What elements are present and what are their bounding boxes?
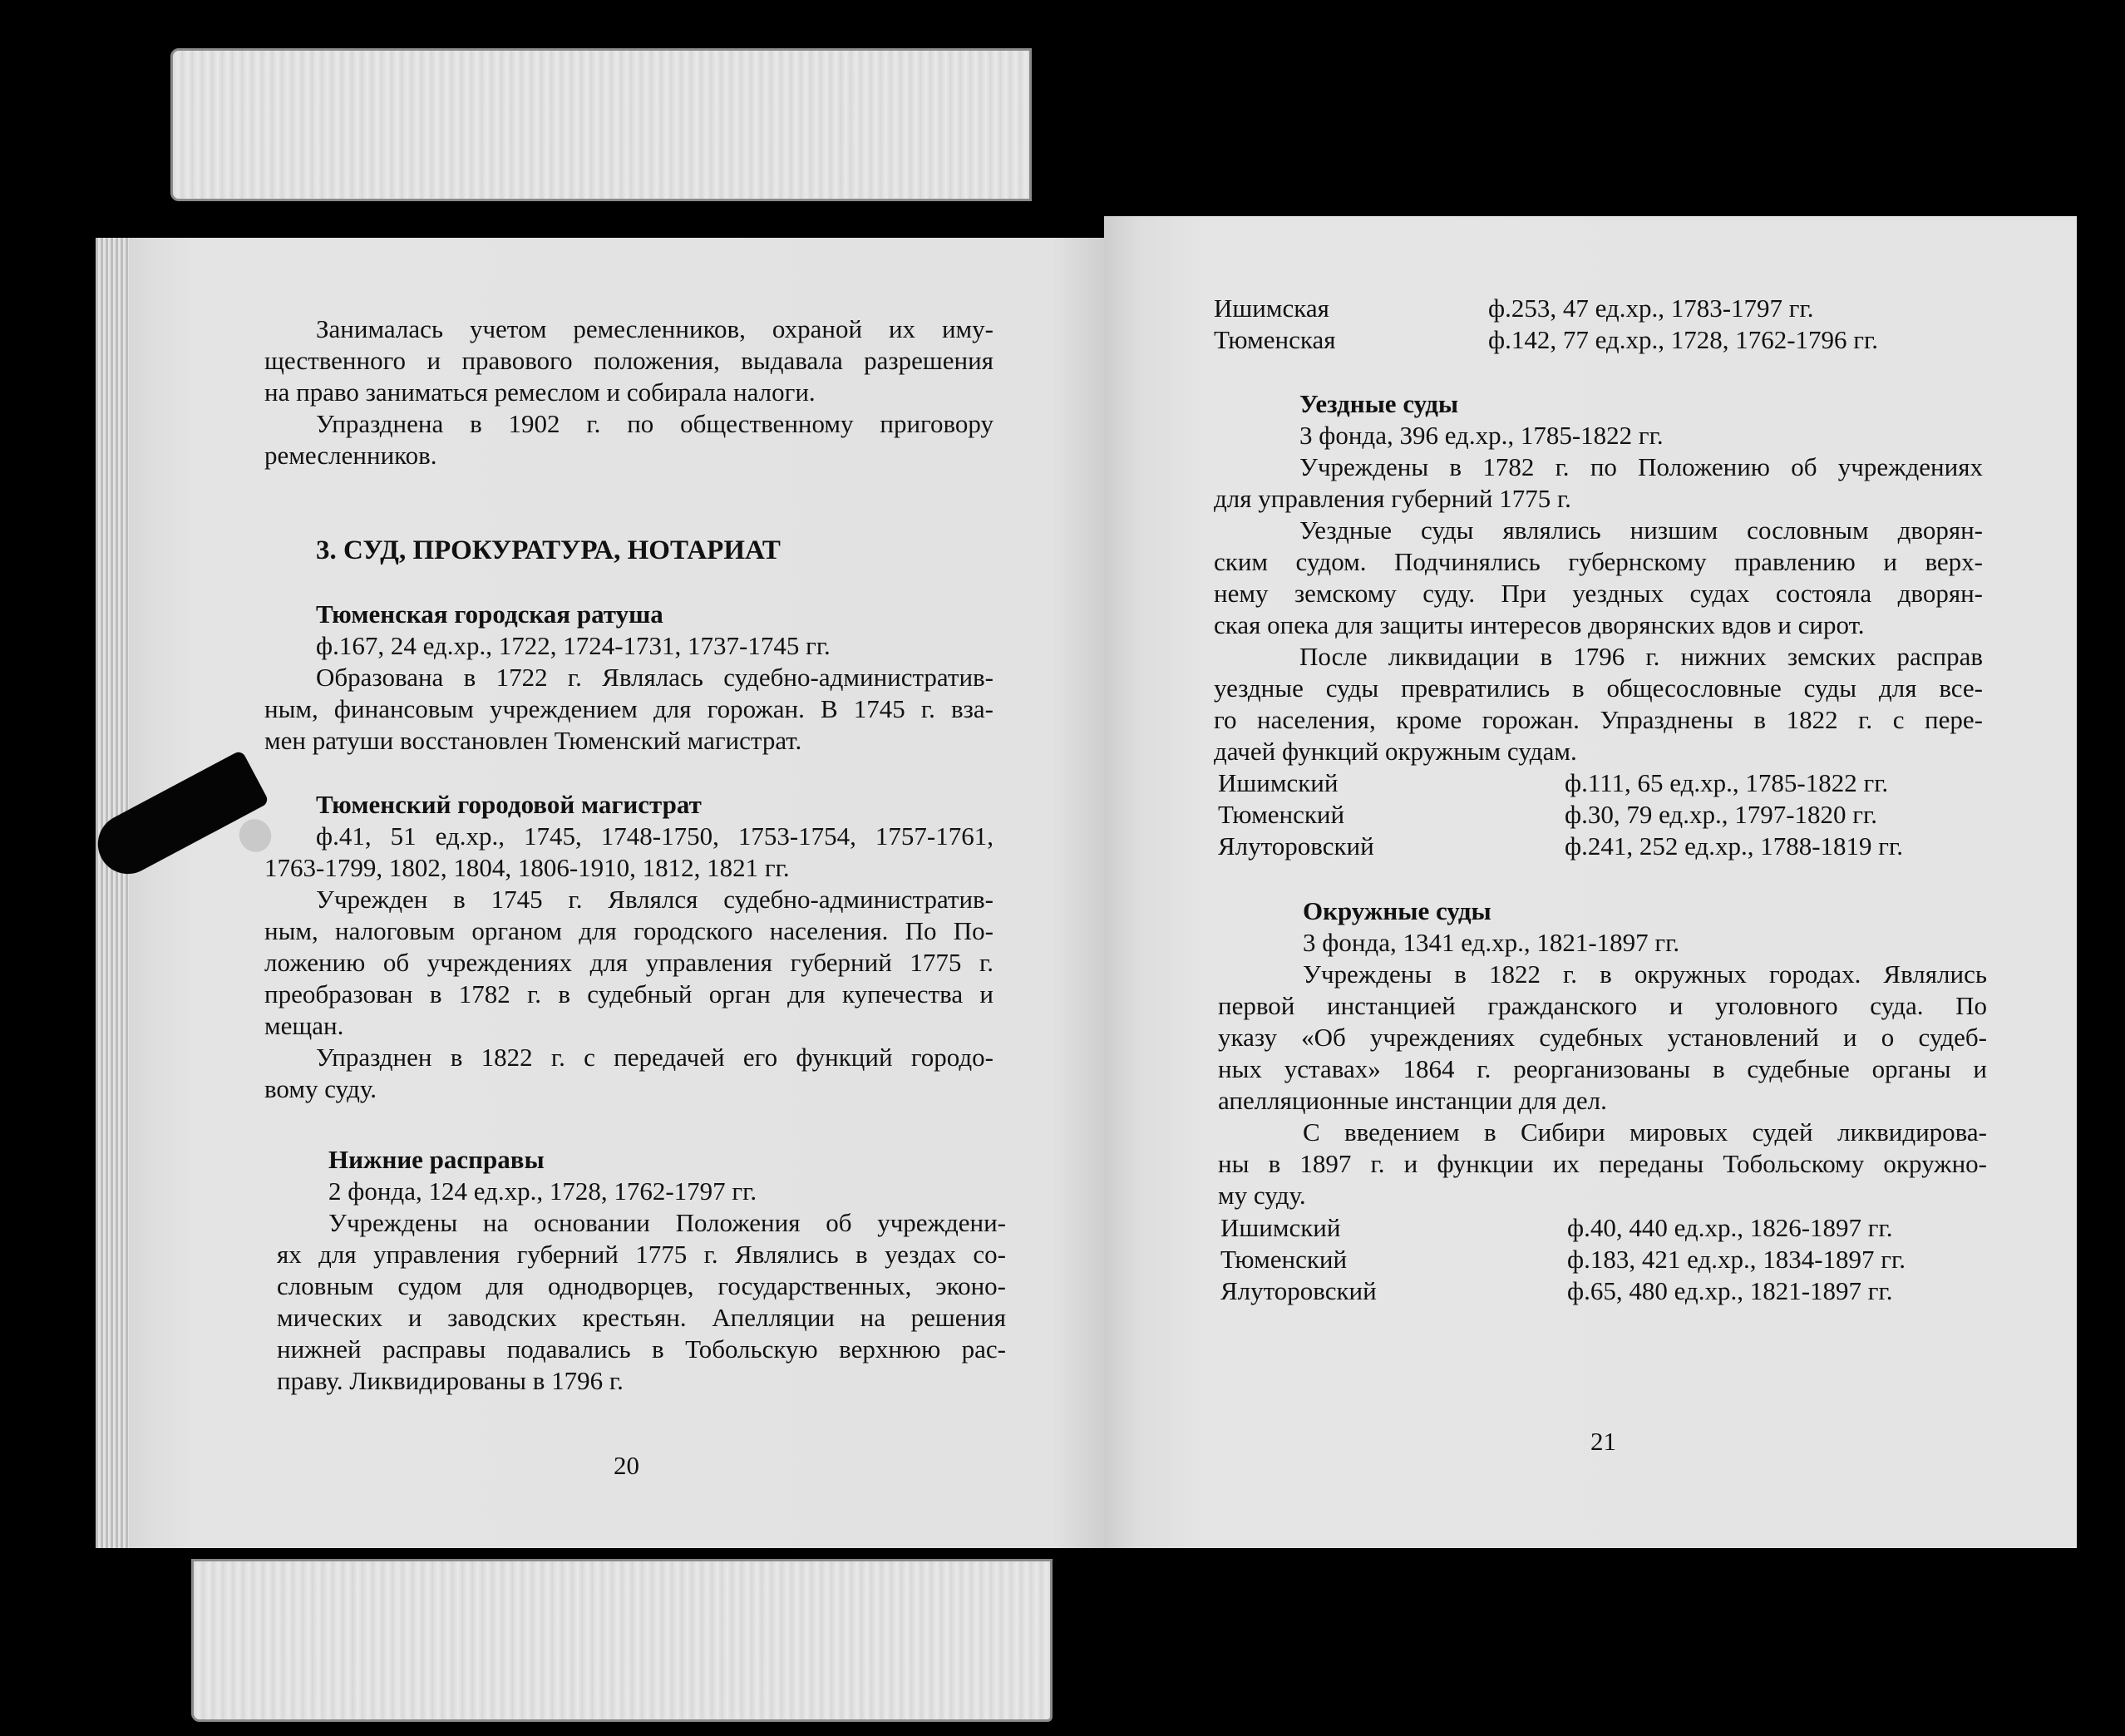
uezdnye-line-7: После ликвидации в 1796 г. нижних земских расправ [1299, 642, 1983, 671]
okruzhnye-line-6: С введением в Сибири мировых судей ликвидирова- [1303, 1117, 1987, 1147]
raspravy-line-1: Учреждены на основании Положения об учреждени- [328, 1208, 1006, 1237]
okruzhnye-line-5: апелляционные инстанции для дел. [1218, 1086, 1607, 1115]
ratusha-line-1: Образована в 1722 г. Являлась судебно-административ- [316, 663, 993, 692]
uezdnye-line-4: ским судом. Подчинялись губернскому правлению и верх- [1214, 547, 1983, 576]
right-page [1104, 216, 2077, 1548]
uezdnye-row-2-fond: ф.30, 79 ед.хр., 1797-1820 гг. [1565, 800, 1877, 829]
raspravy-line-6: праву. Ликвидированы в 1796 г. [277, 1366, 624, 1395]
raspravy-line-4: мических и заводских крестьян. Апелляции на решения [277, 1303, 1006, 1332]
uezdnye-row-1-fond: ф.111, 65 ед.хр., 1785-1822 гг. [1565, 768, 1889, 797]
uezdnye-row-3-fond: ф.241, 252 ед.хр., 1788-1819 гг. [1565, 831, 1903, 861]
okruzhnye-line-4: ных уставах» 1864 г. реорганизованы в судебные органы и [1218, 1054, 1987, 1083]
uezdnye-line-3: Уездные суды являлись низшим сословным дворян- [1299, 515, 1983, 545]
okruzhnye-row-1-name: Ишимский [1220, 1213, 1341, 1242]
intro-line-2: щественного и правового положения, выдавала разрешения [264, 346, 993, 375]
uezdnye-fond: 3 фонда, 396 ед.хр., 1785-1822 гг. [1299, 421, 1664, 450]
okruzhnye-line-1: Учреждены в 1822 г. в окружных городах. Являлись [1303, 959, 1987, 989]
uezdnye-line-5: нему земскому суду. При уездных судах состояла дворян- [1214, 579, 1983, 608]
section-title: 3. СУД, ПРОКУРАТУРА, НОТАРИАТ [316, 535, 781, 565]
uezdnye-line-10: дачей функций окружным судам. [1214, 737, 1577, 766]
foam-pad-top [170, 48, 1032, 201]
magistrat-line-1: Учрежден в 1745 г. Являлся судебно-административ- [316, 885, 993, 914]
intro-line-4: Упразднена в 1902 г. по общественному приговору [316, 409, 993, 438]
ratusha-fond: ф.167, 24 ед.хр., 1722, 1724-1731, 1737-1745 гг. [316, 631, 831, 660]
uezdnye-line-2: для управления губерний 1775 г. [1214, 484, 1571, 513]
uezdnye-row-2-name: Тюменский [1218, 800, 1345, 829]
uezdnye-line-9: го населения, кроме горожан. Упразднены в 1822 г. с пере- [1214, 705, 1983, 734]
okruzhnye-title: Окружные суды [1303, 896, 1491, 925]
magistrat-fond-1: ф.41, 51 ед.хр., 1745, 1748-1750, 1753-1754, 1757-1761, [316, 821, 993, 851]
okruzhnye-row-3-fond: ф.65, 480 ед.хр., 1821-1897 гг. [1567, 1276, 1893, 1305]
magistrat-fond-2: 1763-1799, 1802, 1804, 1806-1910, 1812, 1821 гг. [264, 853, 790, 882]
foam-pad-bottom [191, 1559, 1053, 1722]
magistrat-line-6: Упразднен в 1822 г. с передачей его функций городо- [316, 1043, 993, 1072]
okruzhnye-line-2: первой инстанцией гражданского и уголовного суда. По [1218, 991, 1987, 1020]
magistrat-line-7: вому суду. [264, 1074, 377, 1103]
uezdnye-line-6: ская опека для защиты интересов дворянских вдов и сирот. [1214, 610, 1865, 639]
magistrat-line-5: мещан. [264, 1011, 344, 1040]
raspravy-line-5: нижней расправы подавались в Тобольскую верхнюю рас- [277, 1334, 1006, 1364]
intro-line-5: ремесленников. [264, 441, 437, 470]
top-row-1-name: Ишимская [1214, 293, 1329, 323]
page-number-left: 20 [614, 1451, 639, 1480]
okruzhnye-line-3: указу «Об учреждениях судебных установлений и о судеб- [1218, 1023, 1987, 1052]
top-row-2-name: Тюменская [1214, 325, 1336, 354]
raspravy-line-2: ях для управления губерний 1775 г. Являлись в уездах со- [277, 1240, 1006, 1269]
raspravy-title: Нижние расправы [328, 1145, 545, 1174]
uezdnye-line-8: уездные суды превратились в общесословные суды для все- [1214, 673, 1983, 703]
top-row-1-fond: ф.253, 47 ед.хр., 1783-1797 гг. [1488, 293, 1814, 323]
okruzhnye-fond: 3 фонда, 1341 ед.хр., 1821-1897 гг. [1303, 928, 1680, 957]
intro-line-3: на право заниматься ремеслом и собирала налоги. [264, 377, 816, 407]
okruzhnye-line-8: му суду. [1218, 1181, 1306, 1210]
okruzhnye-row-3-name: Ялуторовский [1220, 1276, 1377, 1305]
uezdnye-row-1-name: Ишимский [1218, 768, 1339, 797]
ratusha-line-3: мен ратуши восстановлен Тюменский магистрат. [264, 726, 802, 755]
okruzhnye-row-2-fond: ф.183, 421 ед.хр., 1834-1897 гг. [1567, 1245, 1906, 1274]
raspravy-line-3: словным судом для однодворцев, государственных, эконо- [277, 1271, 1006, 1300]
ratusha-title: Тюменская городская ратуша [316, 599, 663, 629]
uezdnye-line-1: Учреждены в 1782 г. по Положению об учреждениях [1299, 452, 1983, 481]
okruzhnye-row-1-fond: ф.40, 440 ед.хр., 1826-1897 гг. [1567, 1213, 1893, 1242]
uezdnye-row-3-name: Ялуторовский [1218, 831, 1374, 861]
raspravy-fond: 2 фонда, 124 ед.хр., 1728, 1762-1797 гг. [328, 1176, 757, 1206]
page-number-right: 21 [1590, 1427, 1616, 1456]
magistrat-line-2: ным, налоговым органом для городского населения. По По- [264, 916, 993, 945]
top-row-2-fond: ф.142, 77 ед.хр., 1728, 1762-1796 гг. [1488, 325, 1878, 354]
magistrat-line-3: ложению об учреждениях для управления губерний 1775 г. [264, 948, 993, 977]
okruzhnye-line-7: ны в 1897 г. и функции их переданы Тобольскому окружно- [1218, 1149, 1987, 1178]
ratusha-line-2: ным, финансовым учреждением для горожан. В 1745 г. вза- [264, 694, 993, 723]
magistrat-title: Тюменский городовой магистрат [316, 790, 702, 819]
intro-line-1: Занималась учетом ремесленников, охраной их иму- [316, 314, 993, 343]
uezdnye-title: Уездные суды [1299, 389, 1459, 418]
page-edges [96, 238, 129, 1548]
okruzhnye-row-2-name: Тюменский [1220, 1245, 1348, 1274]
magistrat-line-4: преобразован в 1782 г. в судебный орган для купечества и [264, 979, 993, 1009]
